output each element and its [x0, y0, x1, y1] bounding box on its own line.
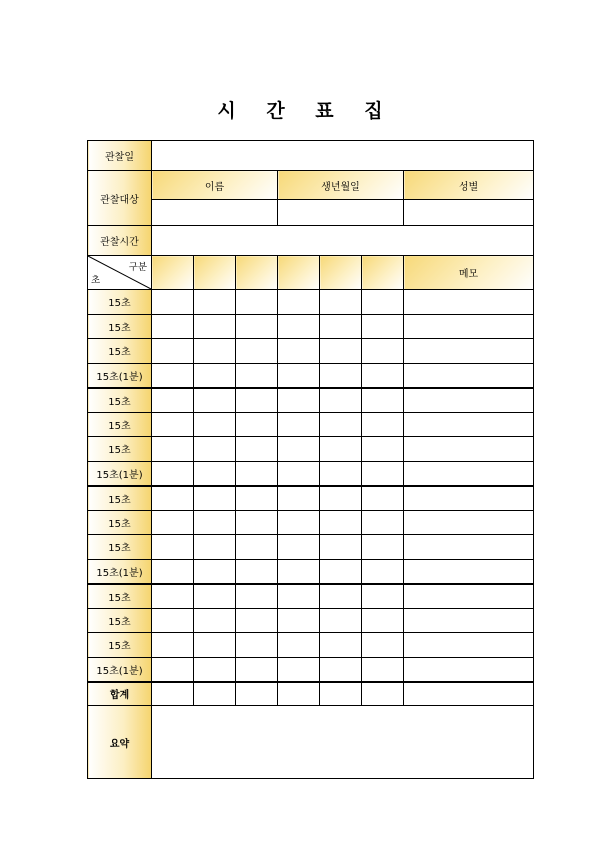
tally-cell-3[interactable] — [236, 461, 278, 486]
tally-cell-2[interactable] — [194, 633, 236, 658]
tally-cell-4[interactable] — [278, 339, 320, 364]
tally-cell-3[interactable] — [236, 314, 278, 339]
observation-date-row — [88, 141, 534, 171]
tally-cell-6[interactable] — [362, 486, 404, 511]
category-seconds-header — [88, 256, 152, 290]
memo-cell[interactable] — [404, 608, 534, 633]
observation-date-label: 관찰일 — [88, 141, 152, 171]
tally-cell-2[interactable] — [194, 486, 236, 511]
memo-cell[interactable] — [404, 559, 534, 584]
memo-cell[interactable] — [404, 584, 534, 609]
tally-cell-2[interactable] — [194, 584, 236, 609]
tally-cell-4[interactable] — [278, 510, 320, 535]
memo-cell[interactable] — [404, 657, 534, 682]
tally-cell-3[interactable] — [236, 486, 278, 511]
memo-cell[interactable] — [404, 290, 534, 315]
table-row — [88, 388, 534, 413]
tally-cell-2[interactable] — [194, 290, 236, 315]
tally-cell-3[interactable] — [236, 510, 278, 535]
tally-cell-5[interactable] — [320, 339, 362, 364]
tally-cell-1[interactable] — [152, 363, 194, 388]
table-row — [88, 657, 534, 682]
tally-cell-5[interactable] — [320, 388, 362, 413]
tally-cell-6[interactable] — [362, 657, 404, 682]
subject-header-row — [88, 171, 534, 200]
table-row — [88, 437, 534, 462]
tally-cell-6[interactable] — [362, 388, 404, 413]
memo-cell[interactable] — [404, 510, 534, 535]
tally-cell-6[interactable] — [362, 584, 404, 609]
total-cell-6[interactable] — [362, 682, 404, 706]
tally-cell-3[interactable] — [236, 559, 278, 584]
total-memo[interactable] — [404, 682, 534, 706]
tally-cell-1[interactable] — [152, 535, 194, 560]
tally-cell-1[interactable] — [152, 559, 194, 584]
tally-cell-2[interactable] — [194, 388, 236, 413]
birthdate-header: 생년월일 — [278, 171, 404, 200]
tally-cell-6[interactable] — [362, 559, 404, 584]
subject-values-row — [88, 200, 534, 226]
category-label: 구분 — [128, 262, 147, 273]
tally-cell-6[interactable] — [362, 290, 404, 315]
summary-row — [88, 706, 534, 779]
tally-cell-1[interactable] — [152, 486, 194, 511]
tally-cell-1[interactable] — [152, 290, 194, 315]
interval-label: 15초 — [88, 388, 152, 413]
tally-cell-4[interactable] — [278, 388, 320, 413]
tally-cell-3[interactable] — [236, 535, 278, 560]
memo-cell[interactable] — [404, 339, 534, 364]
observation-time-label: 관찰시간 — [88, 226, 152, 256]
tally-cell-2[interactable] — [194, 314, 236, 339]
category-column-header-3[interactable] — [236, 256, 278, 290]
tally-cell-6[interactable] — [362, 461, 404, 486]
memo-cell[interactable] — [404, 388, 534, 413]
grid-header-row — [88, 256, 534, 290]
name-header: 이름 — [152, 171, 278, 200]
table-row — [88, 535, 534, 560]
tally-cell-1[interactable] — [152, 437, 194, 462]
table-row — [88, 363, 534, 388]
table-row — [88, 559, 534, 584]
tally-cell-2[interactable] — [194, 608, 236, 633]
tally-cell-5[interactable] — [320, 363, 362, 388]
table-row — [88, 314, 534, 339]
tally-cell-3[interactable] — [236, 290, 278, 315]
interval-label: 15초 — [88, 486, 152, 511]
tally-cell-1[interactable] — [152, 510, 194, 535]
tally-cell-2[interactable] — [194, 657, 236, 682]
tally-cell-5[interactable] — [320, 584, 362, 609]
observation-time-field[interactable] — [152, 226, 534, 256]
tally-cell-5[interactable] — [320, 461, 362, 486]
interval-label: 15초(1분) — [88, 363, 152, 388]
tally-cell-3[interactable] — [236, 363, 278, 388]
tally-cell-3[interactable] — [236, 633, 278, 658]
time-tally-sheet — [87, 140, 534, 779]
tally-cell-3[interactable] — [236, 412, 278, 437]
interval-label: 15초 — [88, 412, 152, 437]
memo-cell[interactable] — [404, 314, 534, 339]
tally-cell-4[interactable] — [278, 290, 320, 315]
tally-cell-2[interactable] — [194, 559, 236, 584]
page-title: 시 간 표 집 — [217, 100, 395, 122]
category-column-header-6[interactable] — [362, 256, 404, 290]
tally-cell-5[interactable] — [320, 314, 362, 339]
table-row — [88, 510, 534, 535]
table-row — [88, 461, 534, 486]
tally-cell-4[interactable] — [278, 461, 320, 486]
table-row — [88, 290, 534, 315]
gender-header: 성별 — [404, 171, 534, 200]
tally-cell-3[interactable] — [236, 657, 278, 682]
interval-label: 15초 — [88, 633, 152, 658]
tally-cell-2[interactable] — [194, 510, 236, 535]
tally-cell-5[interactable] — [320, 486, 362, 511]
table-row — [88, 339, 534, 364]
tally-cell-6[interactable] — [362, 608, 404, 633]
interval-label: 15초(1분) — [88, 461, 152, 486]
gender-field[interactable] — [404, 200, 534, 226]
tally-cell-1[interactable] — [152, 461, 194, 486]
observation-date-field[interactable] — [152, 141, 534, 171]
tally-cell-4[interactable] — [278, 535, 320, 560]
observation-time-row — [88, 226, 534, 256]
interval-label: 15초 — [88, 510, 152, 535]
table-row — [88, 486, 534, 511]
tally-cell-1[interactable] — [152, 314, 194, 339]
memo-cell[interactable] — [404, 461, 534, 486]
total-cell-2[interactable] — [194, 682, 236, 706]
tally-cell-5[interactable] — [320, 657, 362, 682]
interval-label: 15초 — [88, 437, 152, 462]
tally-cell-5[interactable] — [320, 290, 362, 315]
tally-cell-6[interactable] — [362, 510, 404, 535]
tally-cell-1[interactable] — [152, 339, 194, 364]
memo-header: 메모 — [404, 256, 534, 290]
memo-cell[interactable] — [404, 535, 534, 560]
tally-cell-6[interactable] — [362, 412, 404, 437]
memo-cell[interactable] — [404, 412, 534, 437]
memo-cell[interactable] — [404, 633, 534, 658]
category-column-header-2[interactable] — [194, 256, 236, 290]
seconds-label: 초 — [91, 275, 101, 286]
total-cell-1[interactable] — [152, 682, 194, 706]
total-cell-5[interactable] — [320, 682, 362, 706]
tally-cell-4[interactable] — [278, 363, 320, 388]
table-row — [88, 633, 534, 658]
memo-cell[interactable] — [404, 363, 534, 388]
interval-label: 15초(1분) — [88, 657, 152, 682]
category-column-header-1[interactable] — [152, 256, 194, 290]
memo-cell[interactable] — [404, 486, 534, 511]
tally-cell-5[interactable] — [320, 559, 362, 584]
table-row — [88, 412, 534, 437]
interval-label: 15초 — [88, 290, 152, 315]
tally-cell-4[interactable] — [278, 584, 320, 609]
tally-cell-4[interactable] — [278, 559, 320, 584]
tally-cell-5[interactable] — [320, 412, 362, 437]
tally-cell-5[interactable] — [320, 608, 362, 633]
total-row — [88, 682, 534, 706]
interval-label: 15초 — [88, 584, 152, 609]
tally-cell-3[interactable] — [236, 584, 278, 609]
tally-cell-4[interactable] — [278, 633, 320, 658]
birthdate-field[interactable] — [278, 200, 404, 226]
tally-cell-6[interactable] — [362, 437, 404, 462]
tally-cell-3[interactable] — [236, 608, 278, 633]
tally-cell-1[interactable] — [152, 412, 194, 437]
interval-label: 15초 — [88, 339, 152, 364]
tally-cell-6[interactable] — [362, 314, 404, 339]
interval-label: 15초 — [88, 314, 152, 339]
summary-label: 요약 — [88, 706, 152, 779]
interval-label: 15초 — [88, 535, 152, 560]
interval-label: 15초(1분) — [88, 559, 152, 584]
tally-cell-6[interactable] — [362, 535, 404, 560]
category-column-header-5[interactable] — [320, 256, 362, 290]
tally-cell-4[interactable] — [278, 657, 320, 682]
subject-label: 관찰대상 — [88, 171, 152, 226]
summary-field[interactable] — [152, 706, 534, 779]
tally-cell-5[interactable] — [320, 633, 362, 658]
tally-cell-1[interactable] — [152, 657, 194, 682]
total-cell-4[interactable] — [278, 682, 320, 706]
tally-cell-1[interactable] — [152, 584, 194, 609]
tally-cell-4[interactable] — [278, 314, 320, 339]
tally-cell-2[interactable] — [194, 412, 236, 437]
tally-cell-2[interactable] — [194, 437, 236, 462]
tally-cell-6[interactable] — [362, 339, 404, 364]
tally-cell-5[interactable] — [320, 510, 362, 535]
category-column-header-4[interactable] — [278, 256, 320, 290]
tally-cell-1[interactable] — [152, 608, 194, 633]
tally-cell-6[interactable] — [362, 633, 404, 658]
tally-cell-3[interactable] — [236, 339, 278, 364]
tally-cell-5[interactable] — [320, 437, 362, 462]
table-row — [88, 608, 534, 633]
tally-cell-6[interactable] — [362, 363, 404, 388]
table-row — [88, 584, 534, 609]
tally-cell-2[interactable] — [194, 339, 236, 364]
tally-cell-2[interactable] — [194, 535, 236, 560]
tally-cell-2[interactable] — [194, 363, 236, 388]
tally-cell-3[interactable] — [236, 437, 278, 462]
tally-cell-2[interactable] — [194, 461, 236, 486]
tally-cell-4[interactable] — [278, 437, 320, 462]
total-cell-3[interactable] — [236, 682, 278, 706]
tally-cell-4[interactable] — [278, 608, 320, 633]
tally-cell-4[interactable] — [278, 486, 320, 511]
interval-label: 15초 — [88, 608, 152, 633]
tally-cell-1[interactable] — [152, 633, 194, 658]
tally-cell-3[interactable] — [236, 388, 278, 413]
tally-cell-4[interactable] — [278, 412, 320, 437]
total-label: 합계 — [88, 682, 152, 706]
tally-cell-5[interactable] — [320, 535, 362, 560]
memo-cell[interactable] — [404, 437, 534, 462]
name-field[interactable] — [152, 200, 278, 226]
tally-cell-1[interactable] — [152, 388, 194, 413]
